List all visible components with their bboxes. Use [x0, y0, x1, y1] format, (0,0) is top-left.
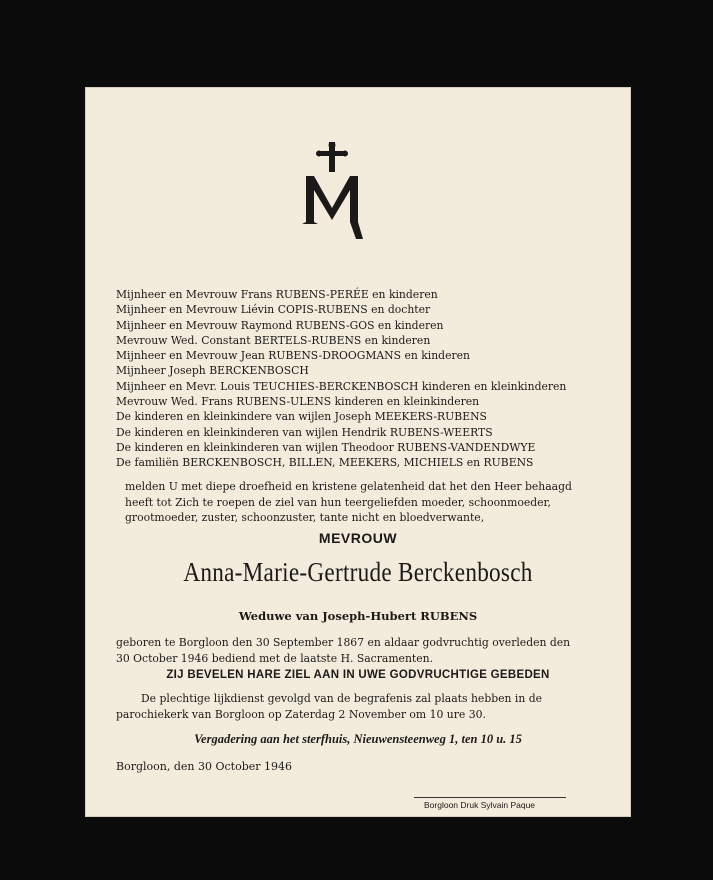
funeral-line: parochiekerk van Borgloon op Zaterdag 2 November om 10 ure 30. [116, 707, 486, 721]
family-line: De kinderen en kleinkinderen van wijlen Theodoor RUBENS-VANDENDWYE [116, 440, 536, 454]
deceased-name: Anna-Marie-Gertrude Berckenbosch [183, 557, 533, 587]
death-notice [85, 87, 631, 817]
place-date: Borgloon, den 30 October 1946 [116, 760, 292, 773]
marian-monogram-icon [300, 142, 364, 240]
family-line: De kinderen en kleinkinderen van wijlen Hendrik RUBENS-WEERTS [116, 425, 493, 439]
honorific-title: MEVROUW [318, 530, 398, 546]
family-line: De kinderen en kleinkindere van wijlen Joseph MEEKERS-RUBENS [116, 410, 487, 424]
gathering-line: Vergadering aan het sterfhuis, Nieuwensteenweg 1, ten 10 u. 15 [194, 732, 522, 746]
printer-divider [414, 797, 566, 798]
family-line: Mijnheer en Mevrouw Raymond RUBENS-GOS en kinderen [116, 318, 444, 332]
family-list [116, 287, 626, 471]
funeral-line: De plechtige lijkdienst gevolgd van de begrafenis zal plaats hebben in de [141, 692, 543, 705]
family-line: Mijnheer en Mevrouw Liévin COPIS-RUBENS en dochter [116, 303, 431, 317]
birth-death-line: geboren te Borgloon den 30 September 1867 en aldaar godvruchtig overleden den [116, 636, 571, 649]
family-line: Mijnheer en Mevrouw Jean RUBENS-DROOGMANS en kinderen [116, 349, 470, 363]
family-line: Mijnheer Joseph BERCKENBOSCH [116, 364, 309, 378]
prayer-request: ZIJ BEVELEN HARE ZIEL AAN IN UWE GODVRUCHTIGE GEBEDEN [166, 669, 550, 681]
widow-of-line: Weduwe van Joseph-Hubert RUBENS [238, 609, 478, 623]
family-line: Mevrouw Wed. Frans RUBENS-ULENS kinderen en kleinkinderen [116, 395, 480, 409]
printer-credit: Borgloon Druk Sylvain Paque [424, 800, 536, 810]
announcement-text [125, 479, 625, 526]
family-line: De familiën BERCKENBOSCH, BILLEN, MEEKERS, MICHIELS en RUBENS [116, 456, 534, 470]
birth-death-line: 30 October 1946 bediend met de laatste H. Sacramenten. [116, 651, 434, 665]
family-line: Mevrouw Wed. Constant BERTELS-RUBENS en kinderen [116, 333, 431, 347]
birth-death-text [116, 635, 626, 666]
announcement-line: grootmoeder, zuster, schoonzuster, tante nicht en bloedverwante, [125, 511, 485, 524]
family-line: Mijnheer en Mevrouw Frans RUBENS-PERÉE en kinderen [116, 288, 438, 301]
announcement-line: melden U met diepe droefheid en kristene gelatenheid dat het den Heer behaagd [125, 480, 572, 493]
funeral-text [116, 691, 626, 722]
announcement-line: heeft tot Zich te roepen de ziel van hun teergeliefden moeder, schoonmoeder, [125, 495, 551, 509]
family-line: Mijnheer en Mevr. Louis TEUCHIES-BERCKENBOSCH kinderen en kleinkinderen [116, 379, 567, 393]
